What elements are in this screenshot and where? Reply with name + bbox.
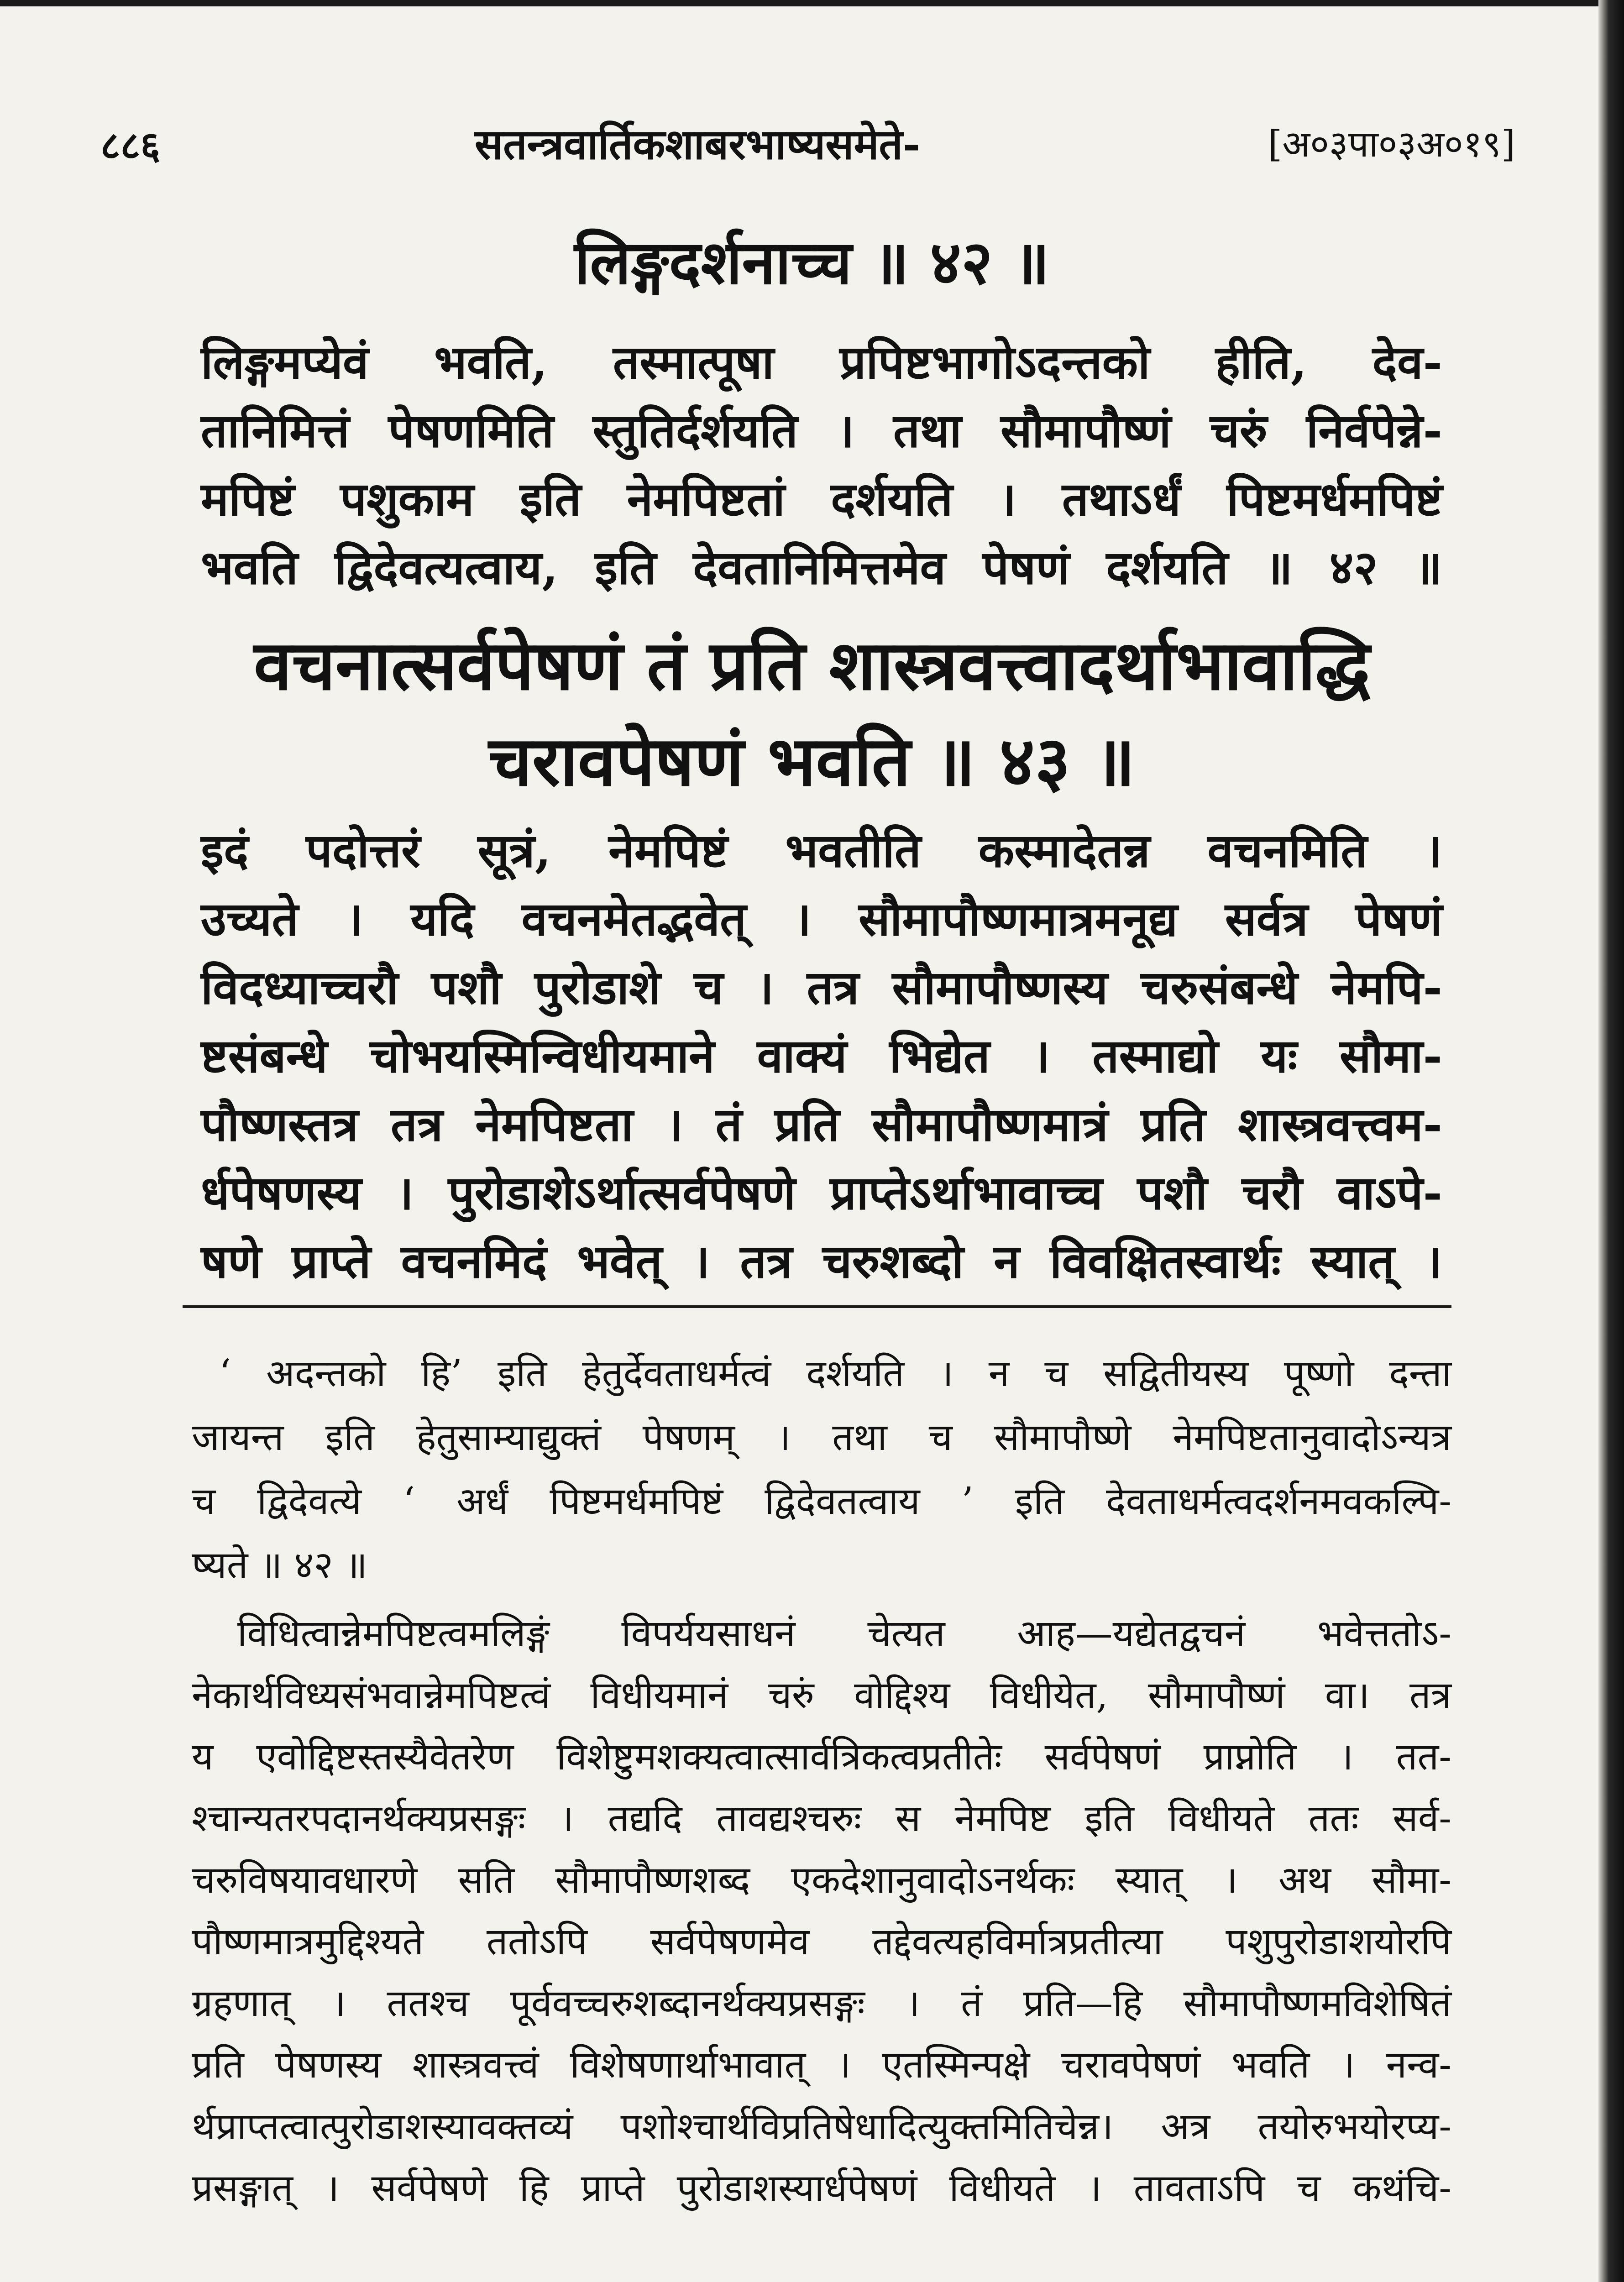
tantra-43-line: प्रति पेषणस्य शास्त्रवत्त्वं विशेषणार्थाभावात् । एतस्मिन्पक्षे चरावपेषणं भवति । नन्व- xyxy=(192,2043,1451,2087)
tantra-43-line: चरुविषयावधारणे सति सौमापौष्णशब्द एकदेशानुवादोऽनर्थकः स्यात् । अथ सौमा- xyxy=(192,1858,1451,1902)
tantra-42-line: ‘ अदन्तको हि’ इति हेतुर्देवताधर्मत्वं दर्शयति । न च सद्वितीयस्य पूष्णो दन्ता xyxy=(219,1352,1452,1395)
bhashya-42-line: तानिमित्तं पेषणमिति स्तुतिर्दर्शयति । तथा सौमापौष्णं चरुं निर्वपेन्ने- xyxy=(201,403,1442,458)
bhashya-43-line: पौष्णस्तत्र तत्र नेमपिष्टता । तं प्रति सौमापौष्णमात्रं प्रति शास्त्रवत्त्वम- xyxy=(201,1097,1442,1152)
scan-edge-top xyxy=(0,0,1624,6)
tantra-42-line: ष्यते ॥ ४२ ॥ xyxy=(192,1544,368,1587)
tantra-43-line: पौष्णमात्रमुद्दिश्यते ततोऽपि सर्वपेषणमेव तद्देवत्यहविर्मात्रप्रतीत्या पशुपुरोडाशयोरपि xyxy=(192,1920,1451,1963)
section-divider xyxy=(183,1305,1451,1308)
bhashya-43-line: र्धपेषणस्य । पुरोडाशेऽर्थात्सर्वपेषणे प्राप्तेऽर्थाभावाच्च पशौ चरौ वाऽपे- xyxy=(201,1166,1442,1220)
page-header xyxy=(100,110,1515,173)
page-number: ८८६ xyxy=(100,123,161,168)
bhashya-42-line: भवति द्विदेवत्यत्वाय, इति देवतानिमित्तमेव पेषणं दर्शयति ॥ ४२ ॥ xyxy=(201,540,1442,595)
section-reference: [अ०३पा०३अ०१९] xyxy=(1268,123,1515,165)
bhashya-43-line: उच्यते । यदि वचनमेतद्भवेत् । सौमापौष्णमात्रमनूद्य सर्वत्र पेषणं xyxy=(201,892,1442,947)
bhashya-43-line: विदध्याच्चरौ पशौ पुरोडाशे च । तत्र सौमापौष्णस्य चरुसंबन्धे नेमपि- xyxy=(201,960,1442,1015)
tantra-43-line: र्थप्राप्तत्वात्पुरोडाशस्यावक्तव्यं पशोश्चार्थविप्रतिषेधादित्युक्तमितिचेन्न। अत्र तयोरुभयोरप्य- xyxy=(192,2105,1451,2148)
sutra-43-heading-line: वचनात्सर्वपेषणं तं प्रति शास्त्रवत्त्वादर्थाभावाद्धि xyxy=(254,625,1370,706)
scan-edge-right xyxy=(1598,0,1624,2282)
tantra-42-line: जायन्त इति हेतुसाम्याद्युक्तं पेषणम् । तथा च सौमापौष्णे नेमपिष्टतानुवादोऽन्यत्र xyxy=(192,1416,1451,1459)
tantra-43-line: य एवोद्दिष्टस्तस्यैवेतरेण विशेष्टुमशक्यत्वात्सार्वत्रिकत्वप्रतीतेः सर्वपेषणं प्राप्नोति । तत- xyxy=(192,1735,1451,1779)
sutra-42-heading: लिङ्गदर्शनाच्च ॥ ४२ ॥ xyxy=(574,227,1050,298)
bhashya-42-line: मपिष्टं पशुकाम इति नेमपिष्टतां दर्शयति । तथाऽर्धं पिष्टमर्धमपिष्टं xyxy=(201,472,1442,527)
tantra-42-line: च द्विदेवत्ये ‘ अर्धं पिष्टमर्धमपिष्टं द्विदेवतत्वाय ’ इति देवताधर्मत्वदर्शनमवकल्पि- xyxy=(192,1480,1451,1523)
tantra-43-line: नेकार्थविध्यसंभवान्नेमपिष्टत्वं विधीयमानं चरुं वोद्दिश्य विधीयेत, सौमापौष्णं वा। तत्र xyxy=(192,1674,1451,1717)
bhashya-43-line: ष्टसंबन्धे चोभयस्मिन्विधीयमाने वाक्यं भिद्येत । तस्माद्यो यः सौमा- xyxy=(201,1029,1442,1083)
bhashya-43-line: इदं पदोत्तरं सूत्रं, नेमपिष्टं भवतीति कस्मादेतन्न वचनमिति । xyxy=(201,823,1442,878)
sutra-43-heading-line: चरावपेषणं भवति ॥ ४३ ॥ xyxy=(488,721,1136,801)
tantra-43-line: विधित्वान्नेमपिष्टत्वमलिङ्गं विपर्ययसाधनं चेत्यत आह—यद्येतद्वचनं भवेत्ततोऽ- xyxy=(237,1612,1451,1655)
tantra-43-line: ग्रहणात् । ततश्च पूर्ववच्चरुशब्दानर्थक्यप्रसङ्गः । तं प्रति—हि सौमापौष्णमविशेषितं xyxy=(192,1982,1451,2025)
running-title: सतन्त्रवार्तिकशाबरभाष्यसमेते- xyxy=(475,120,921,169)
tantra-43-line: प्रसङ्गात् । सर्वपेषणे हि प्राप्ते पुरोडाशस्यार्धपेषणं विधीयते । तावताऽपि च कथंचि- xyxy=(192,2167,1451,2210)
tantra-43-line: श्चान्यतरपदानर्थक्यप्रसङ्गः । तद्यदि तावद्यश्चरुः स नेमपिष्ट इति विधीयते ततः सर्व- xyxy=(192,1797,1451,1840)
bhashya-43-line: षणे प्राप्ते वचनमिदं भवेत् । तत्र चरुशब्दो न विवक्षितस्वार्थः स्यात् । xyxy=(201,1234,1442,1289)
bhashya-42-line: लिङ्गमप्येवं भवति, तस्मात्पूषा प्रपिष्टभागोऽदन्तको हीति, देव- xyxy=(201,335,1442,390)
